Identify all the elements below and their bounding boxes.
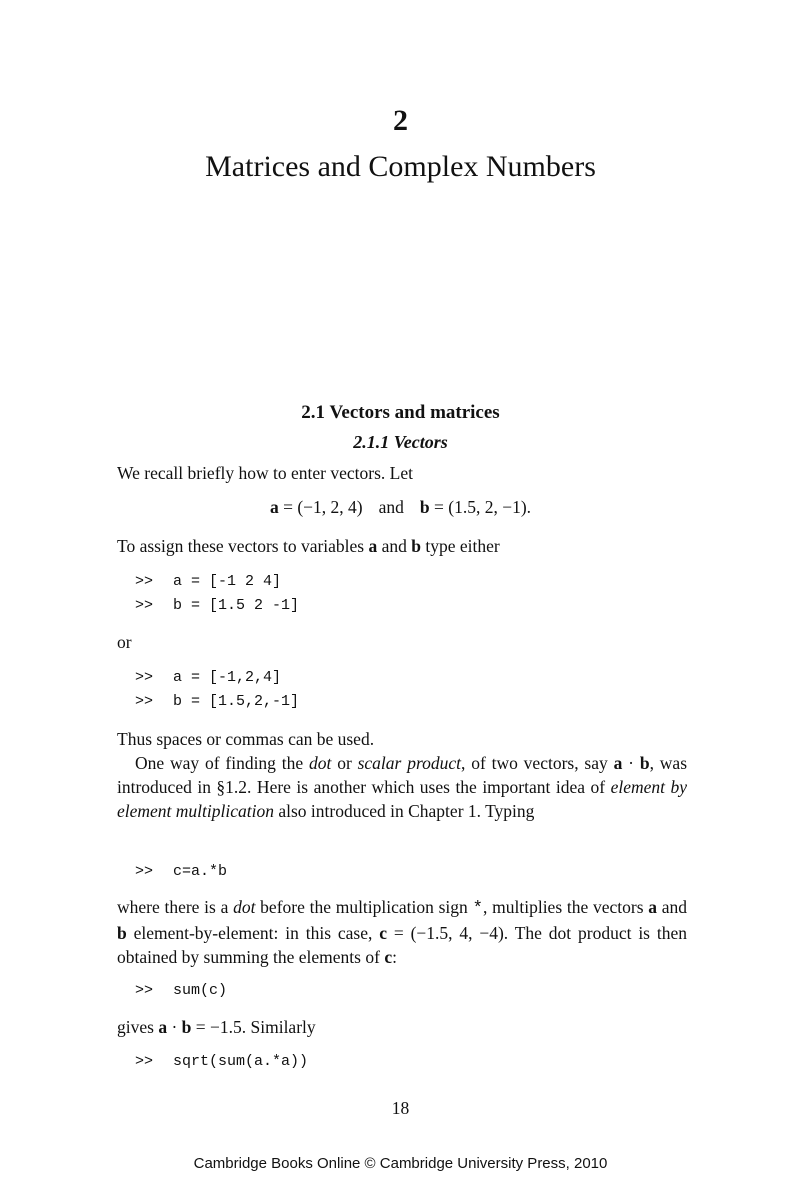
- page-number: 18: [391, 1098, 410, 1118]
- code-text: b = [1.5 2 -1]: [173, 597, 300, 614]
- text-run: where there is a: [117, 897, 234, 917]
- prompt: >>: [135, 863, 154, 880]
- text-run: To assign these vectors to variables: [117, 536, 369, 556]
- code-block-commas: [135, 666, 299, 714]
- paragraph-element-by-element: [117, 895, 687, 969]
- text-run: , was introduced in §1.2. Here is another which uses the important idea of: [117, 753, 688, 797]
- code-text: a = [-1 2 4]: [173, 573, 282, 590]
- text-run: also introduced in Chapter 1. Typing: [273, 801, 535, 821]
- code-line: [135, 690, 299, 714]
- paragraph-intro: We recall briefly how to enter vectors. Let: [117, 463, 413, 483]
- paragraph-assign: [117, 534, 687, 558]
- prompt: >>: [135, 982, 154, 999]
- text-run: and: [377, 536, 412, 556]
- symbol-b: b: [181, 1017, 192, 1037]
- footer-copyright: Cambridge Books Online © Cambridge University Press, 2010: [193, 1155, 608, 1172]
- code-line: [135, 666, 299, 690]
- symbol-c: c: [379, 923, 387, 943]
- code-text: c=a.*b: [173, 863, 228, 880]
- text-run: or: [331, 753, 358, 773]
- code-text: sum(c): [173, 982, 228, 999]
- code-text: a = [-1,2,4]: [173, 669, 282, 686]
- section-heading: 2.1 Vectors and matrices: [301, 402, 500, 423]
- code-block-norm: [135, 1050, 308, 1074]
- prompt: >>: [135, 597, 154, 614]
- symbol-a: a: [648, 897, 657, 917]
- symbol-b: b: [411, 536, 422, 556]
- cdot: ·: [167, 1017, 182, 1037]
- emphasis-dot: dot: [233, 897, 256, 917]
- symbol-b: b: [639, 753, 650, 773]
- emphasis-element-multiplication: element by element multiplication: [117, 777, 687, 821]
- eq-and: and: [378, 497, 404, 517]
- chapter-title: Matrices and Complex Numbers: [205, 150, 596, 183]
- code-line: [135, 979, 227, 1003]
- prompt: >>: [135, 573, 154, 590]
- text-run: One way of finding the: [135, 753, 309, 773]
- symbol-c: c: [384, 947, 393, 967]
- text-run: , of two vectors, say: [460, 753, 614, 773]
- paragraph-spaces-commas: Thus spaces or commas can be used.: [117, 729, 375, 749]
- code-block-sum: [135, 979, 227, 1003]
- code-block-multiply: [135, 860, 227, 884]
- eq-b-symbol: b: [419, 497, 430, 517]
- multiplication-sign: *: [472, 899, 484, 919]
- text-run: :: [392, 947, 397, 967]
- text-run: , multiplies the vectors: [483, 897, 649, 917]
- vector-definition-equation: [0, 497, 801, 518]
- text-run: and: [656, 897, 687, 917]
- text-run: before the multiplication sign: [255, 897, 473, 917]
- symbol-b: b: [117, 923, 127, 943]
- eq-a-symbol: a: [269, 497, 279, 517]
- prompt: >>: [135, 669, 154, 686]
- text-run: = −1.5. Similarly: [191, 1017, 316, 1037]
- paragraph-or: or: [117, 632, 132, 652]
- subsection-heading: 2.1.1 Vectors: [353, 432, 448, 452]
- emphasis-dot: dot: [308, 753, 332, 773]
- paragraph-gives: [117, 1015, 687, 1039]
- symbol-a: a: [368, 536, 378, 556]
- paragraph-dot-product: [117, 751, 687, 823]
- code-line: [135, 594, 299, 618]
- prompt: >>: [135, 1053, 154, 1070]
- cdot: ·: [622, 753, 640, 773]
- chapter-number: 2: [393, 104, 408, 137]
- code-line: [135, 860, 227, 884]
- eq-b-value: = (1.5, 2, −1).: [429, 497, 532, 517]
- code-line: [135, 1050, 308, 1074]
- eq-a-value: = (−1, 2, 4): [278, 497, 363, 517]
- prompt: >>: [135, 693, 154, 710]
- code-text: sqrt(sum(a.*a)): [173, 1053, 309, 1070]
- code-line: [135, 570, 299, 594]
- code-block-spaces: [135, 570, 299, 618]
- symbol-a: a: [613, 753, 623, 773]
- text-run: gives: [117, 1017, 159, 1037]
- text-run: type either: [421, 536, 500, 556]
- text-run: = (−1.5, 4, −4). The dot product is then obtained by summing the elements of: [117, 923, 687, 967]
- text-run: element-by-element: in this case,: [126, 923, 380, 943]
- symbol-a: a: [158, 1017, 168, 1037]
- code-text: b = [1.5,2,-1]: [173, 693, 300, 710]
- emphasis-scalar-product: scalar product: [357, 753, 461, 773]
